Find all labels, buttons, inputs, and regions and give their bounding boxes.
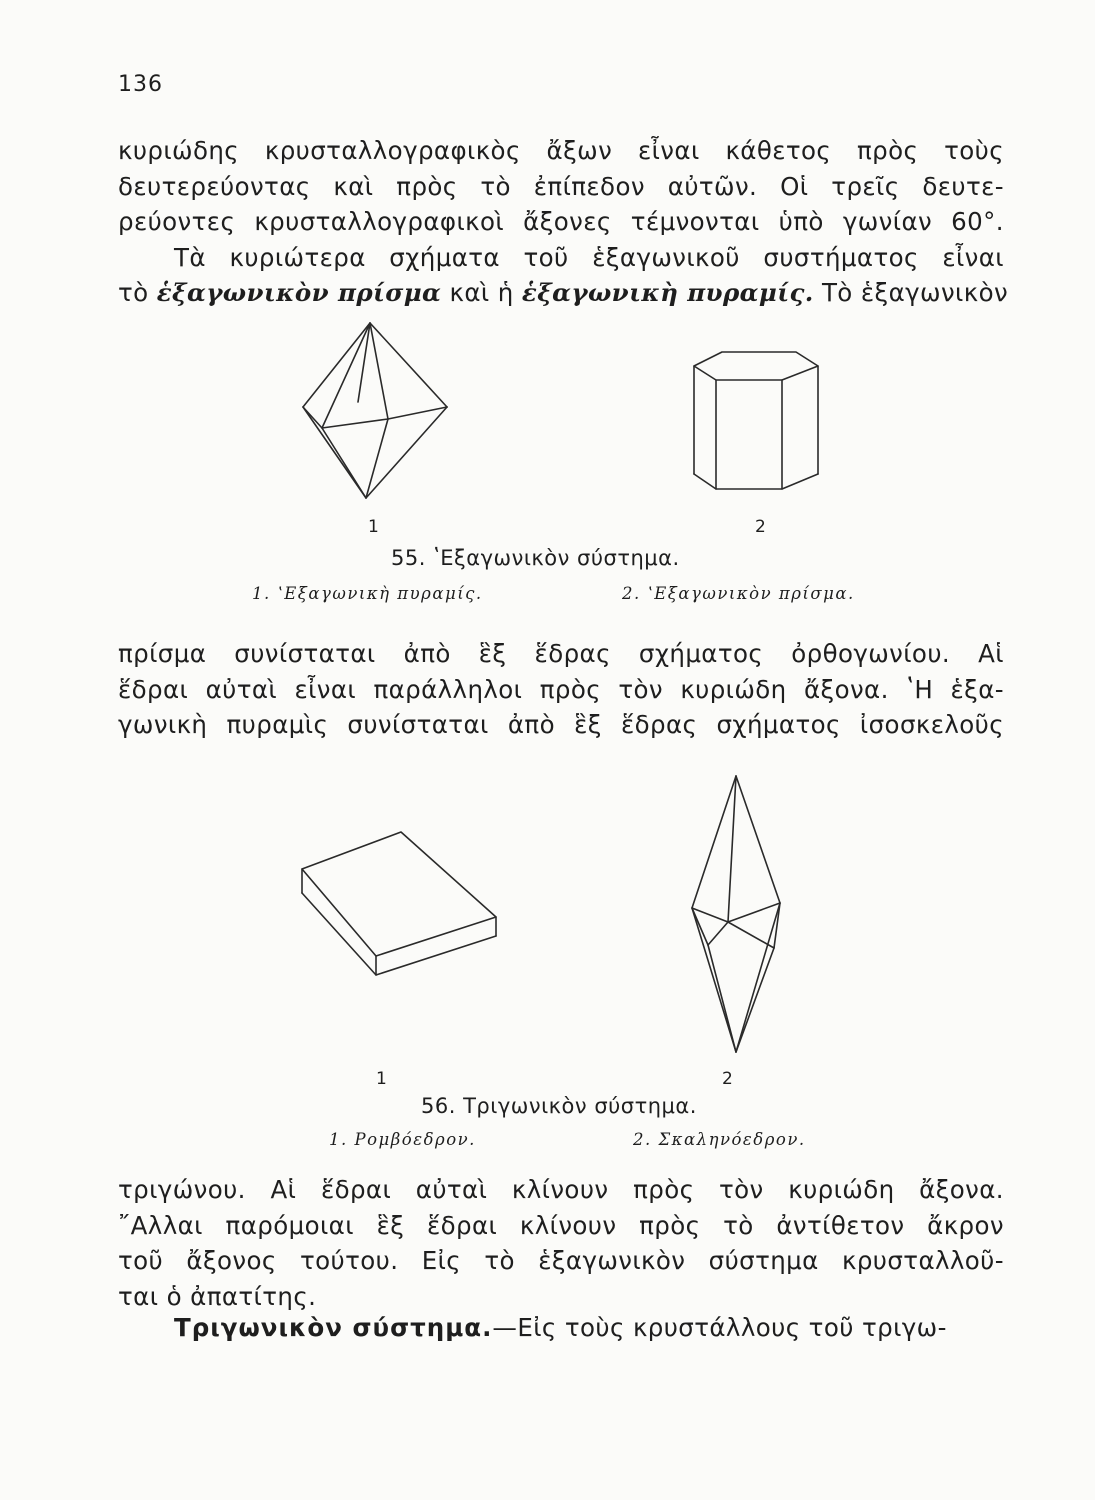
figure-55-subcaption-1: 1. ʽΕξαγωνικὴ πυραμίς. xyxy=(252,584,483,603)
scalenohedron-figure xyxy=(672,770,812,1060)
figure-56-subcaption-2: 2. Σκαληνόεδρον. xyxy=(633,1130,806,1149)
text-run: Τὸ ἑξαγωνικὸν xyxy=(813,278,1009,307)
edge xyxy=(370,323,388,419)
text-line xyxy=(118,275,1009,311)
text-line: δευτερεύοντας καὶ πρὸς τὸ ἐπίπεδον αὐτῶν. Οἱ τρεῖς δευτε- xyxy=(118,171,1004,201)
text-line xyxy=(118,1310,1004,1346)
figure-55-subcaption-2: 2. ʽΕξαγωνικὸν πρίσμα. xyxy=(622,584,855,603)
text-line: γωνικὴ πυραμὶς συνίσταται ἀπὸ ἓξ ἕδρας σχήματος ἰσοσκελοῦς xyxy=(118,710,1004,739)
edge xyxy=(736,948,774,1052)
figure-55-label-1: 1 xyxy=(368,517,379,537)
figure-56-subcaption-1: 1. Ρομβόεδρον. xyxy=(329,1130,476,1149)
edge xyxy=(322,428,366,498)
figure-56-label-1: 1 xyxy=(376,1069,387,1089)
middle-zigzag xyxy=(692,903,780,922)
edge xyxy=(692,908,736,1052)
figure-55-label-2: 2 xyxy=(755,517,766,537)
section-heading: Τριγωνικὸν σύστημα. xyxy=(174,1313,493,1342)
page-number: 136 xyxy=(118,72,163,97)
text-line: ται ὁ ἀπατίτης. xyxy=(118,1281,317,1311)
text-line: ρεύοντες κρυσταλλογραφικοὶ ἄξονες τέμνονται ὑπὸ γωνίαν 60°. xyxy=(118,207,1004,236)
rhombohedron-figure xyxy=(298,828,503,978)
figure-56-caption: 56. Τριγωνικὸν σύστημα. xyxy=(421,1094,697,1118)
text-line: ῎Αλλαι παρόμοιαι ἓξ ἕδραι κλίνουν πρὸς τὸ ἀντίθετον ἄκρον xyxy=(118,1210,1004,1240)
text-line: Τὰ κυριώτερα σχήματα τοῦ ἑξαγωνικοῦ συστήματος εἶναι xyxy=(174,242,1004,272)
edge xyxy=(708,945,736,1052)
hexagonal-pyramid-figure xyxy=(290,315,460,505)
emphasis-term: ἑξαγωνικὸν πρίσμα xyxy=(156,278,442,307)
top-face xyxy=(302,832,496,956)
edge xyxy=(736,903,780,1052)
text-line: πρίσμα συνίσταται ἀπὸ ἓξ ἕδρας σχήματος ὀρθογωνίου. Αἱ xyxy=(118,639,1004,668)
text-run: τὸ xyxy=(118,278,157,307)
equator xyxy=(303,407,447,428)
text-run: καὶ ἡ xyxy=(441,278,522,307)
top-face xyxy=(694,352,818,380)
text-line: ἕδραι αὐταὶ εἶναι παράλληλοι πρὸς τὸν κυριώδη ἄξονα. ʽΗ ἑξα- xyxy=(118,674,1004,704)
paragraph-1 xyxy=(118,133,1009,311)
edge xyxy=(370,323,447,407)
paragraph-2 xyxy=(118,636,1004,743)
emphasis-term: ἑξαγωνικὴ πυραμίς. xyxy=(521,278,814,307)
text-line: τοῦ ἄξονος τούτου. Εἰς τὸ ἑξαγωνικὸν σύστημα κρυσταλλοῦ- xyxy=(118,1246,1004,1275)
figure-55-caption: 55. ʽΕξαγωνικὸν σύστημα. xyxy=(391,546,680,570)
bottom-edge xyxy=(694,474,818,489)
figure-56-label-2: 2 xyxy=(722,1069,733,1089)
paragraph-3 xyxy=(118,1172,1004,1314)
edge xyxy=(774,903,780,948)
bottom-edge xyxy=(302,893,496,975)
edge xyxy=(736,776,780,903)
text-run: —Εἰς τοὺς κρυστάλλους τοῦ τριγω- xyxy=(492,1313,947,1342)
paragraph-4 xyxy=(118,1310,1004,1346)
text-line: τριγώνου. Αἱ ἕδραι αὐταὶ κλίνουν πρὸς τὸν κυριώδη ἄξονα. xyxy=(118,1175,1004,1204)
hexagonal-prism-figure xyxy=(688,348,828,498)
text-line: κυριώδης κρυσταλλογραφικὸς ἄξων εἶναι κάθετος πρὸς τοὺς xyxy=(118,136,1004,165)
edge xyxy=(708,922,728,945)
